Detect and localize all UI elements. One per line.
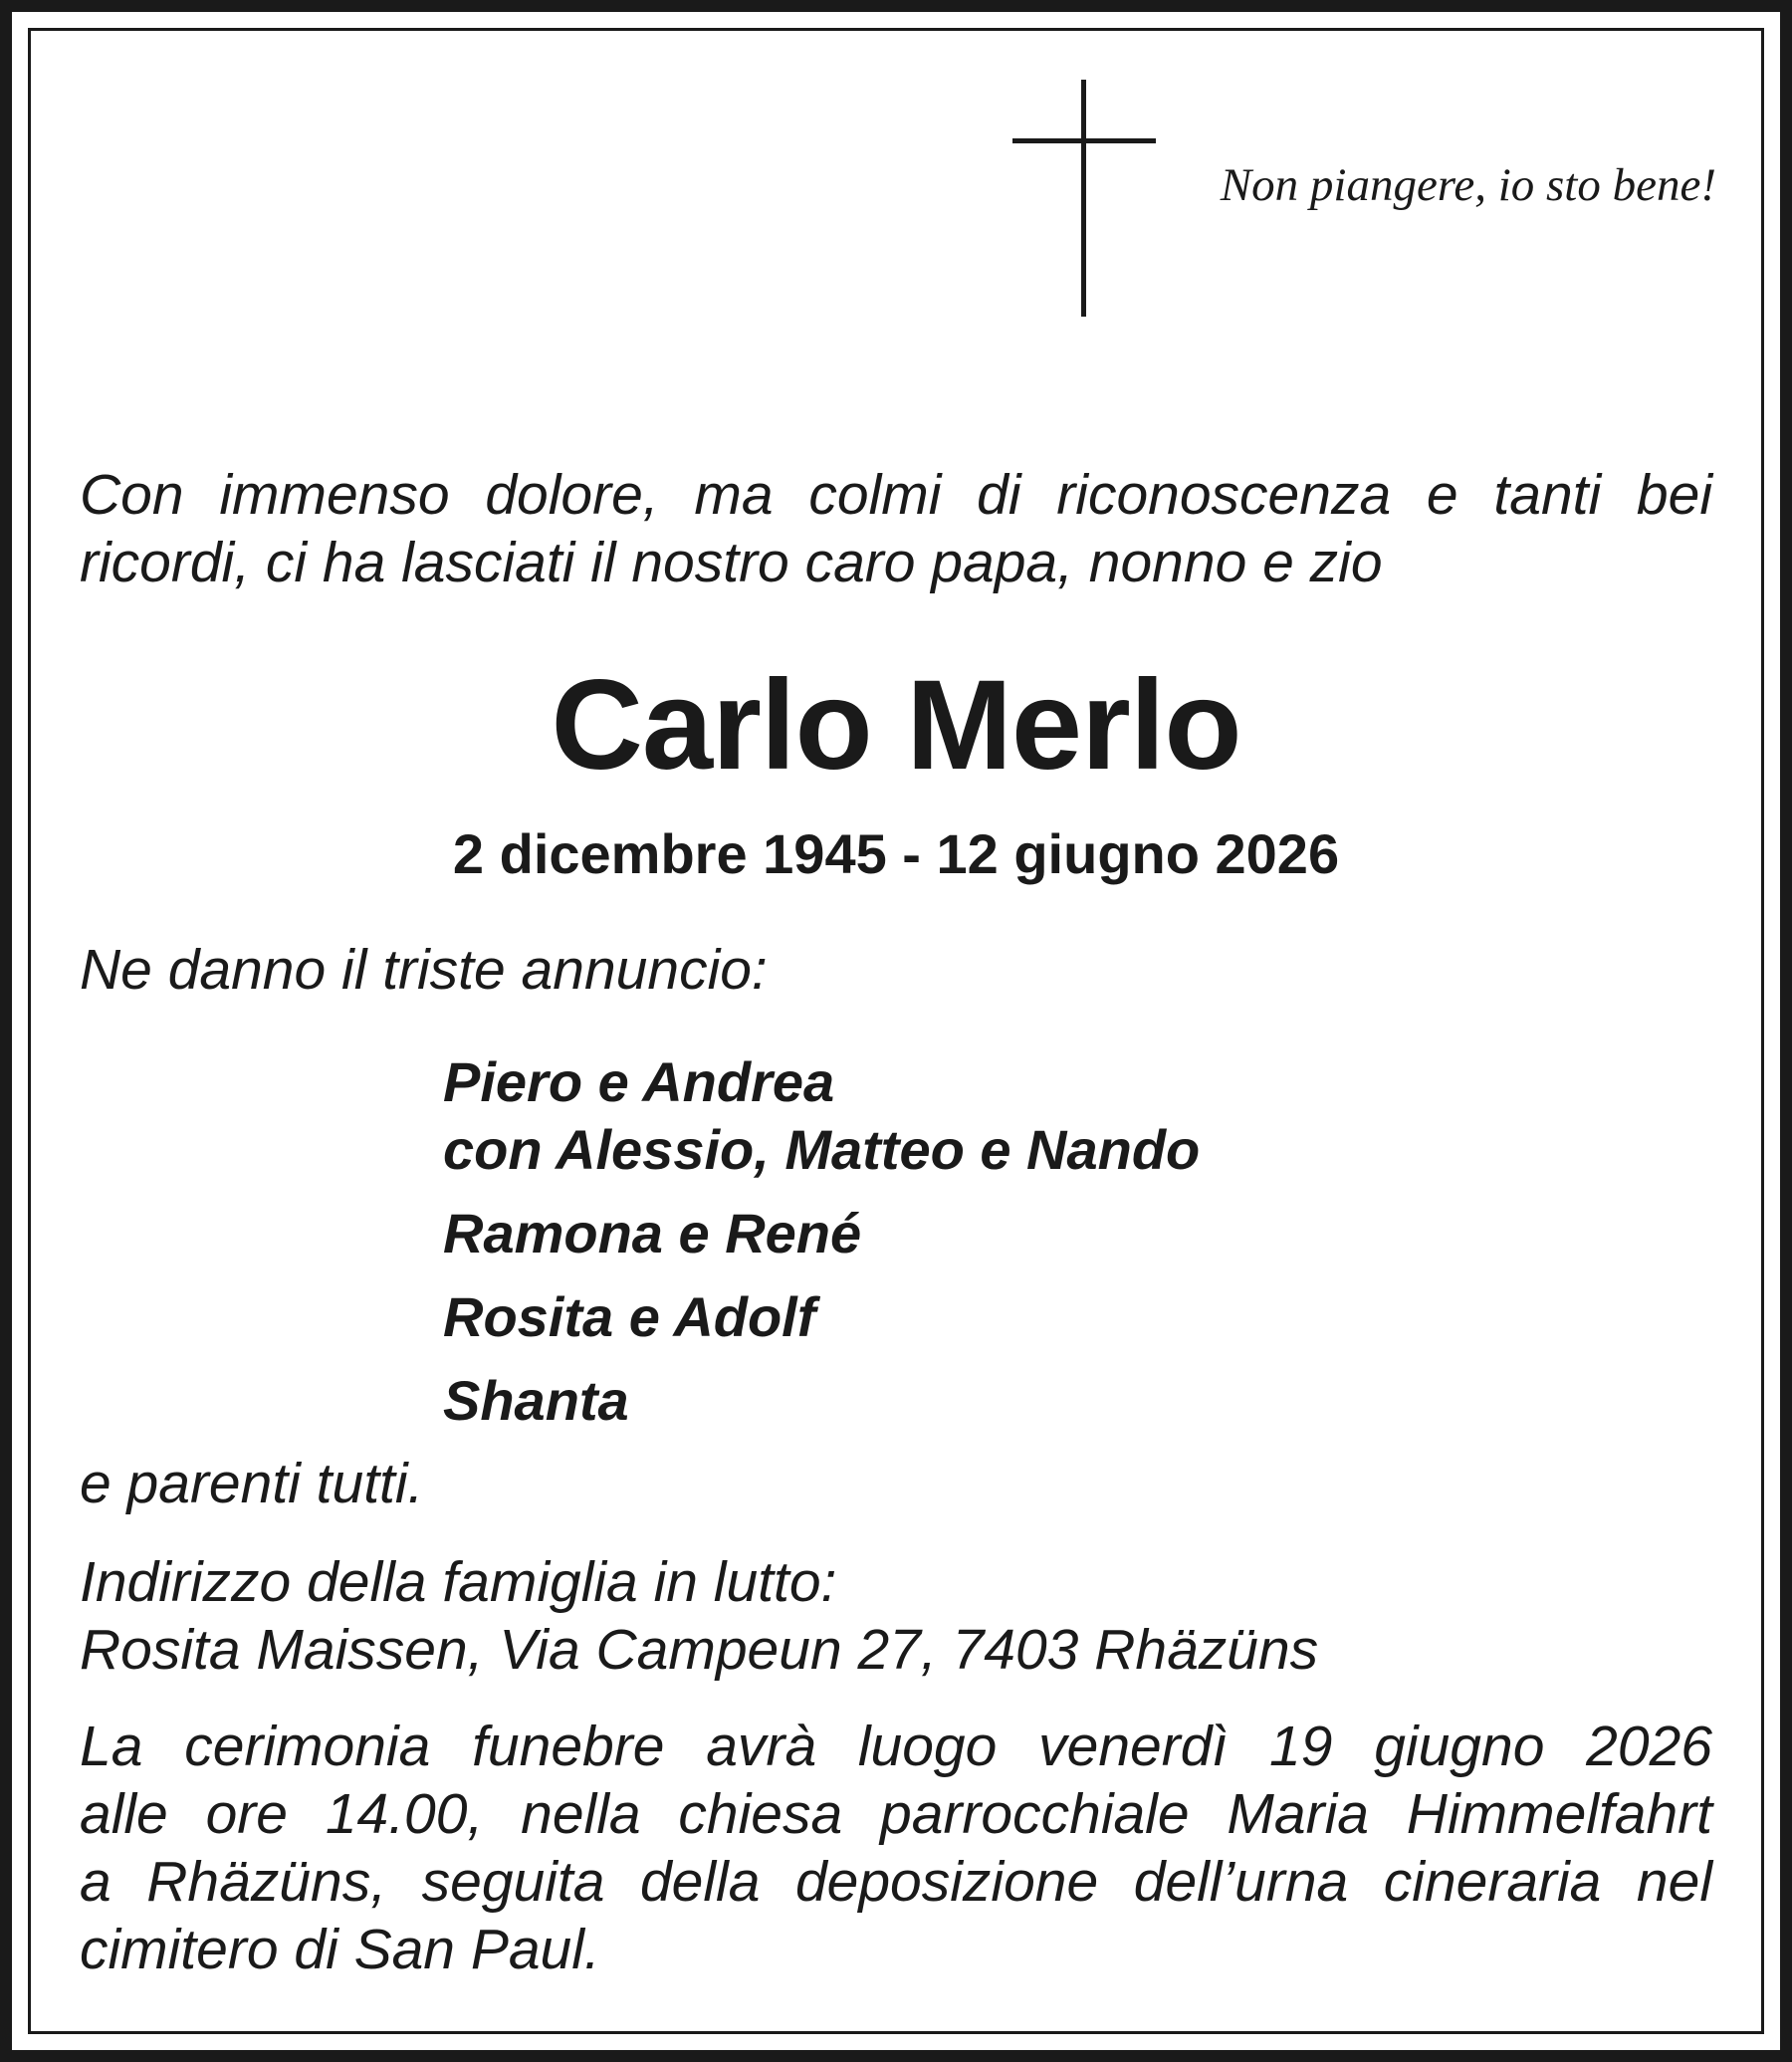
- announce-label: Ne danno il triste annuncio:: [80, 938, 768, 1002]
- cross-icon: [1081, 80, 1086, 317]
- family-member-line: Piero e Andrea: [443, 1050, 835, 1113]
- family-member-line: con Alessio, Matteo e Nando: [443, 1118, 1201, 1181]
- family-group: [443, 1283, 1200, 1351]
- intro-text: [80, 461, 1712, 596]
- family-group: [443, 1048, 1200, 1184]
- family-member-line: Shanta: [443, 1369, 629, 1432]
- address-value: Rosita Maissen, Via Campeun 27, 7403 Rhäzüns: [80, 1618, 1319, 1682]
- life-dates: 2 dicembre 1945 - 12 giugno 2026: [452, 822, 1340, 885]
- family-member-line: Rosita e Adolf: [443, 1285, 816, 1348]
- cross-icon-bar: [1012, 138, 1156, 143]
- family-list: [443, 1048, 1200, 1451]
- ceremony-line: La cerimonia funebre avrà luogo venerdì 19 giugno 2026: [80, 1715, 1712, 1778]
- family-group: [443, 1200, 1200, 1267]
- family-member-line: Ramona e René: [443, 1202, 862, 1264]
- family-address: [80, 1548, 1712, 1684]
- family-group: [443, 1367, 1200, 1435]
- motto: Non piangere, io sto bene!: [1220, 159, 1716, 211]
- intro-line: ricordi, ci ha lasciati il nostro caro papa, nonno e zio: [80, 531, 1383, 594]
- relatives-text: e parenti tutti.: [80, 1452, 424, 1515]
- ceremony-text: [80, 1713, 1712, 1983]
- ceremony-line: cimitero di San Paul.: [80, 1918, 600, 1981]
- ceremony-line: alle ore 14.00, nella chiesa parrocchiale Maria Himmelfahrt: [80, 1782, 1712, 1846]
- deceased-name: Carlo Merlo: [551, 654, 1241, 797]
- intro-line: Con immenso dolore, ma colmi di riconoscenza e tanti bei: [80, 463, 1712, 527]
- ceremony-line: a Rhäzüns, seguita della deposizione dell’urna cineraria nel: [80, 1850, 1712, 1914]
- address-label: Indirizzo della famiglia in lutto:: [80, 1550, 837, 1614]
